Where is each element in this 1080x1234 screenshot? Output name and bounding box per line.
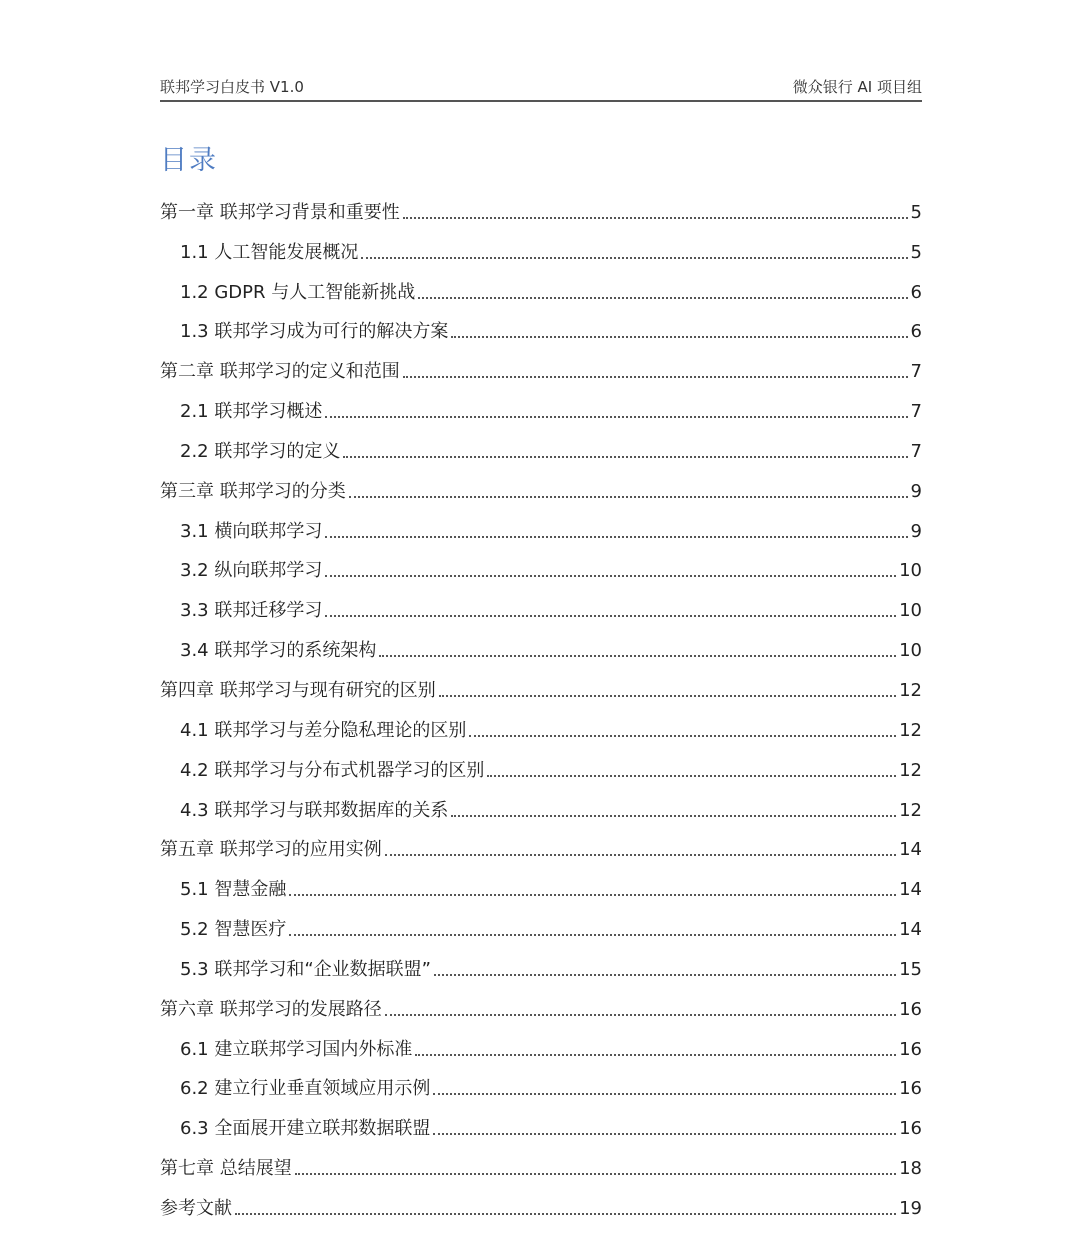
toc-entry-label: 6.1 建立联邦学习国内外标准 xyxy=(180,1038,413,1060)
toc-entry-page-number: 16 xyxy=(899,1038,922,1060)
toc-entry-page-number: 7 xyxy=(910,440,922,462)
toc-entry-label: 第六章 联邦学习的发展路径 xyxy=(160,998,382,1020)
toc-chapter-entry[interactable] xyxy=(160,820,922,860)
dot-leader xyxy=(469,735,896,737)
document-title: 联邦学习白皮书 V1.0 xyxy=(160,78,304,96)
toc-section-entry[interactable] xyxy=(160,1098,922,1138)
toc-entry-page-number: 10 xyxy=(899,600,922,622)
toc-entry-label: 1.3 联邦学习成为可行的解决方案 xyxy=(180,321,449,343)
toc-entry-page-number: 18 xyxy=(899,1158,922,1180)
toc-entry-page-number: 9 xyxy=(910,520,922,542)
toc-entry-label: 6.3 全面展开建立联邦数据联盟 xyxy=(180,1118,431,1140)
toc-entry-label: 第五章 联邦学习的应用实例 xyxy=(160,839,382,861)
toc-entry-page-number: 19 xyxy=(899,1197,922,1219)
toc-chapter-entry[interactable] xyxy=(160,182,922,222)
dot-leader xyxy=(418,297,907,299)
toc-section-entry[interactable] xyxy=(160,262,922,302)
dot-leader xyxy=(433,1133,896,1135)
toc-entry-page-number: 6 xyxy=(910,321,922,343)
toc-entry-page-number: 16 xyxy=(899,998,922,1020)
dot-leader xyxy=(289,934,896,936)
toc-section-entry[interactable] xyxy=(160,859,922,899)
toc-section-entry[interactable] xyxy=(160,501,922,541)
toc-entry-label: 5.2 智慧医疗 xyxy=(180,919,287,941)
toc-section-entry[interactable] xyxy=(160,780,922,820)
toc-entry-page-number: 16 xyxy=(899,1078,922,1100)
toc-entry-label: 第三章 联邦学习的分类 xyxy=(160,480,346,502)
dot-leader xyxy=(439,695,896,697)
toc-entry-page-number: 14 xyxy=(899,839,922,861)
organization-name: 微众银行 AI 项目组 xyxy=(792,78,922,96)
toc-section-entry[interactable] xyxy=(160,1059,922,1099)
dot-leader xyxy=(403,217,908,219)
dot-leader xyxy=(434,974,896,976)
toc-entry-page-number: 10 xyxy=(899,560,922,582)
toc-entry-label: 4.2 联邦学习与分布式机器学习的区别 xyxy=(180,759,485,781)
toc-entry-page-number: 7 xyxy=(910,361,922,383)
toc-section-entry[interactable] xyxy=(160,939,922,979)
toc-entry-page-number: 10 xyxy=(899,640,922,662)
dot-leader xyxy=(451,336,907,338)
dot-leader xyxy=(295,1173,896,1175)
toc-entry-label: 第二章 联邦学习的定义和范围 xyxy=(160,361,400,383)
toc-entry-label: 4.3 联邦学习与联邦数据库的关系 xyxy=(180,799,449,821)
table-of-contents xyxy=(160,182,922,1218)
toc-section-entry[interactable] xyxy=(160,899,922,939)
page-header xyxy=(160,72,922,102)
toc-entry-page-number: 15 xyxy=(899,958,922,980)
toc-chapter-entry[interactable] xyxy=(160,979,922,1019)
dot-leader xyxy=(487,775,896,777)
dot-leader xyxy=(385,1014,896,1016)
toc-chapter-entry[interactable] xyxy=(160,461,922,501)
toc-entry-page-number: 6 xyxy=(910,281,922,303)
toc-entry-page-number: 12 xyxy=(899,799,922,821)
toc-entry-page-number: 14 xyxy=(899,879,922,901)
toc-entry-page-number: 5 xyxy=(910,241,922,263)
toc-entry-label: 3.2 纵向联邦学习 xyxy=(180,560,323,582)
toc-entry-label: 3.3 联邦迁移学习 xyxy=(180,600,323,622)
dot-leader xyxy=(325,575,896,577)
dot-leader xyxy=(403,376,908,378)
toc-entry-page-number: 7 xyxy=(910,401,922,423)
dot-leader xyxy=(385,854,896,856)
toc-entry-label: 2.1 联邦学习概述 xyxy=(180,401,323,423)
toc-section-entry[interactable] xyxy=(160,381,922,421)
dot-leader xyxy=(349,496,908,498)
toc-entry-page-number: 9 xyxy=(910,480,922,502)
toc-section-entry[interactable] xyxy=(160,700,922,740)
dot-leader xyxy=(361,257,907,259)
toc-chapter-entry[interactable] xyxy=(160,660,922,700)
toc-entry-label: 3.1 横向联邦学习 xyxy=(180,520,323,542)
toc-section-entry[interactable] xyxy=(160,580,922,620)
dot-leader xyxy=(325,615,896,617)
dot-leader xyxy=(343,456,907,458)
toc-entry-label: 2.2 联邦学习的定义 xyxy=(180,440,341,462)
toc-entry-label: 1.2 GDPR 与人工智能新挑战 xyxy=(180,281,416,303)
toc-entry-label: 第七章 总结展望 xyxy=(160,1158,292,1180)
toc-entry-page-number: 12 xyxy=(899,719,922,741)
toc-entry-label: 6.2 建立行业垂直领域应用示例 xyxy=(180,1078,431,1100)
toc-entry-page-number: 12 xyxy=(899,759,922,781)
toc-entry-page-number: 5 xyxy=(910,201,922,223)
toc-entry-label: 3.4 联邦学习的系统架构 xyxy=(180,640,377,662)
toc-entry-page-number: 16 xyxy=(899,1118,922,1140)
toc-entry-page-number: 14 xyxy=(899,919,922,941)
toc-entry-page-number: 12 xyxy=(899,679,922,701)
toc-section-entry[interactable] xyxy=(160,620,922,660)
dot-leader xyxy=(451,815,896,817)
toc-chapter-entry[interactable] xyxy=(160,341,922,381)
toc-entry-label: 第一章 联邦学习背景和重要性 xyxy=(160,201,400,223)
toc-section-entry[interactable] xyxy=(160,222,922,262)
toc-section-entry[interactable] xyxy=(160,1019,922,1059)
dot-leader xyxy=(379,655,896,657)
toc-entry-label: 第四章 联邦学习与现有研究的区别 xyxy=(160,679,436,701)
toc-section-entry[interactable] xyxy=(160,740,922,780)
toc-section-entry[interactable] xyxy=(160,541,922,581)
dot-leader xyxy=(235,1213,896,1215)
toc-section-entry[interactable] xyxy=(160,421,922,461)
toc-chapter-entry[interactable] xyxy=(160,1138,922,1178)
dot-leader xyxy=(415,1054,896,1056)
dot-leader xyxy=(433,1093,896,1095)
toc-entry-label: 1.1 人工智能发展概况 xyxy=(180,241,359,263)
toc-entry-label: 5.3 联邦学习和“企业数据联盟” xyxy=(180,958,431,980)
toc-entry-label: 参考文献 xyxy=(160,1197,232,1219)
dot-leader xyxy=(325,536,907,538)
toc-entry-label: 5.1 智慧金融 xyxy=(180,879,287,901)
dot-leader xyxy=(325,416,907,418)
toc-heading: 目录 xyxy=(160,145,218,176)
toc-section-entry[interactable] xyxy=(160,302,922,342)
toc-chapter-entry[interactable] xyxy=(160,1178,922,1218)
dot-leader xyxy=(289,894,896,896)
toc-entry-label: 4.1 联邦学习与差分隐私理论的区别 xyxy=(180,719,467,741)
